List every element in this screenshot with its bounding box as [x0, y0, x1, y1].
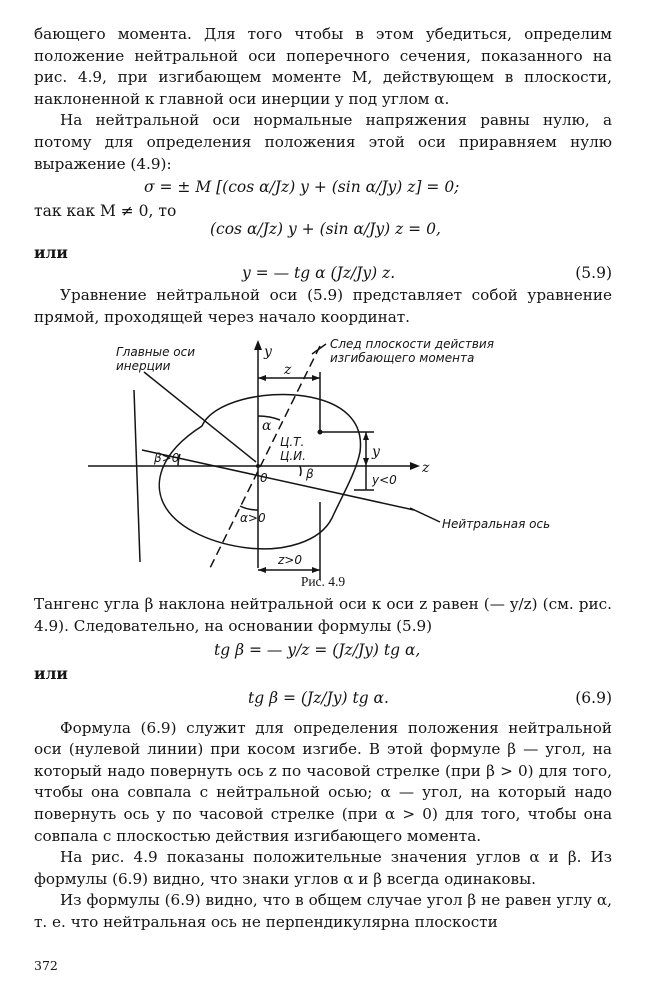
label-y-negative: y<0: [372, 473, 397, 488]
equation-3-text: y = — tg α (Jz/Jy) z.: [242, 264, 396, 283]
label-main-axes-1: Главные оси: [116, 345, 196, 360]
paragraph-1: бающего момента. Для того чтобы в этом убедиться, определим положение нейтральной оси поперечного сечения, показанного на рис. 4.9, при изгибающем моменте M, действующем в плоскости, наклоненной к главной оси инерции y под углом α.: [34, 25, 612, 108]
label-y-right: y: [372, 444, 380, 461]
label-ci: Ц.И.: [280, 449, 306, 464]
label-origin: 0: [260, 471, 268, 486]
text-or-2: или: [34, 663, 68, 683]
paragraph-7: Из формулы (6.9) видно, что в общем случае угол β не равен углу α, т. е. что нейтральная ось не перпендикулярна плоскости: [34, 891, 612, 931]
figure-caption: Рис. 4.9: [300, 574, 346, 590]
principal-axes-leader-1: [134, 390, 140, 562]
label-main-axes-2: инерции: [116, 359, 171, 374]
y-dim-arrow-t: [363, 432, 369, 440]
paragraph-3: Уравнение нейтральной оси (5.9) представляет собой уравнение прямой, проходящей через начало координат.: [34, 286, 612, 326]
equation-5: [34, 686, 612, 710]
neutral-leader: [410, 508, 440, 522]
z-dim-bottom-arrow-l: [258, 567, 266, 573]
origin-dot: [256, 464, 260, 468]
equation-4: [34, 638, 612, 662]
equation-3-number: (5.9): [575, 264, 612, 283]
alpha-arc-lower: [240, 506, 258, 510]
equation-5-number: (6.9): [575, 688, 612, 707]
text-since: так как M ≠ 0, то: [34, 202, 177, 221]
label-beta-positive: β>0: [154, 451, 180, 466]
equation-1-text: σ = ± M [(cos α/Jz) y + (sin α/Jy) z] = 0;: [144, 178, 460, 197]
figure-drawing: [34, 332, 612, 592]
text-or-2-row: [34, 662, 612, 686]
y-axis-arrow: [254, 340, 262, 350]
label-beta: β: [306, 467, 314, 482]
label-y-axis: y: [264, 344, 272, 361]
trace-leader: [312, 344, 326, 354]
text-or-1: или: [34, 243, 68, 263]
paragraph-6: На рис. 4.9 показаны положительные значения углов α и β. Из формулы (6.9) видно, что знаки углов α и β всегда одинаковы.: [34, 848, 612, 888]
page-body: [34, 24, 612, 933]
label-trace-2: изгибающего момента: [330, 351, 475, 366]
paragraph-5: Формула (6.9) служит для определения положения нейтральной оси (нулевой линии) при косом изгибе. В этой формуле β — угол, на который надо повернуть ось z по часовой стрелке (при β > 0) для того, чтобы она совпала с нейтральной осью; α — угол, на который надо повернуть ось y по часовой стрелке (при α > 0) для того, чтобы она совпала с плоскостью действия изгибающего момента.: [34, 718, 612, 845]
label-z-axis: z: [422, 460, 430, 477]
principal-axes-leader-2: [144, 372, 256, 462]
equation-2-text: (cos α/Jz) y + (sin α/Jy) z = 0,: [210, 220, 441, 239]
equation-2: [34, 217, 612, 241]
label-neutral-axis: Нейтральная ось: [442, 517, 551, 532]
label-alpha-positive: α>0: [240, 511, 266, 526]
page-number: 372: [34, 958, 58, 973]
equation-5-text: tg β = (Jz/Jy) tg α.: [248, 688, 389, 707]
z-dim-top-arrow-r: [312, 375, 320, 381]
moment-point-dot: [318, 430, 323, 435]
paragraph-4: Тангенс угла β наклона нейтральной оси к оси z равен (— y/z) (см. рис. 4.9). Следовательно, на основании формулы (5.9): [34, 595, 612, 635]
label-alpha: α: [262, 418, 272, 435]
paragraph-2: На нейтральной оси нормальные напряжения равны нулю, а потому для определения положения этой оси приравняем нулю выражение (4.9):: [34, 111, 612, 173]
label-z-positive: z>0: [278, 553, 302, 568]
z-dim-top-arrow-l: [258, 375, 266, 381]
equation-1: [34, 175, 612, 199]
equation-3: [34, 261, 612, 285]
label-ct: Ц.Т.: [280, 435, 305, 450]
label-z-top: z: [284, 362, 292, 379]
label-trace-1: След плоскости действия: [330, 337, 494, 352]
y-dim-arrow-b: [363, 458, 369, 466]
figure-4-9: [34, 332, 612, 594]
beta-arc-right: [300, 466, 301, 476]
z-dim-bottom-arrow-r: [312, 567, 320, 573]
z-axis-arrow: [410, 462, 420, 470]
equation-4-text: tg β = — y/z = (Jz/Jy) tg α,: [214, 640, 421, 659]
